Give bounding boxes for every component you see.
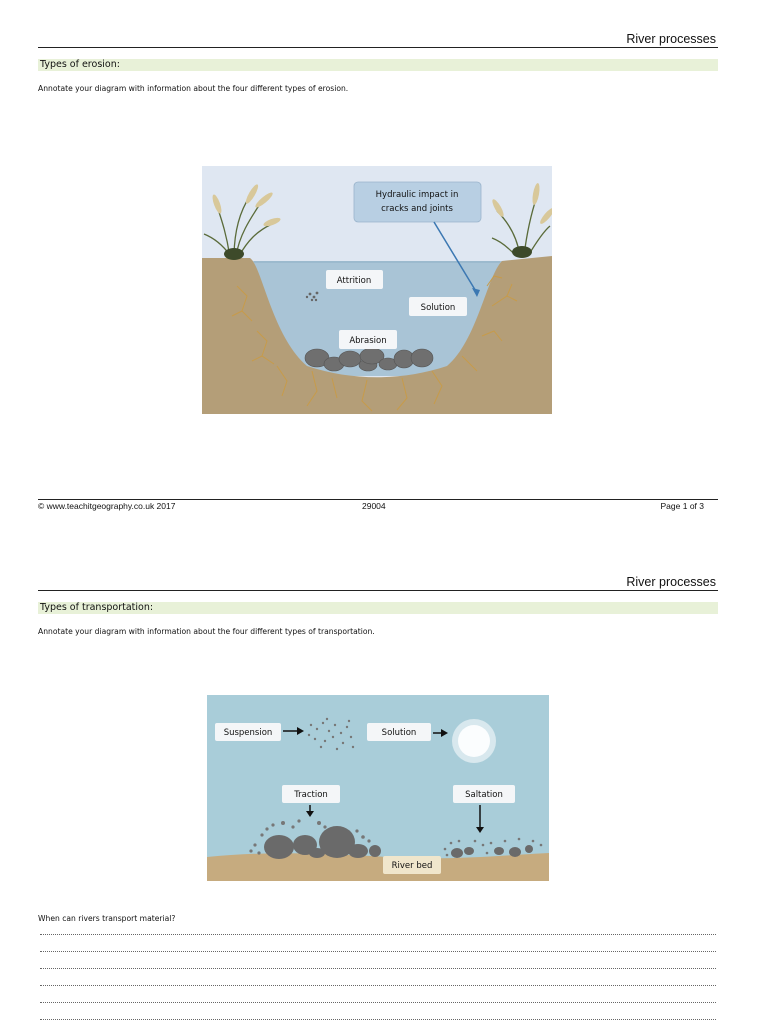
question-text: When can rivers transport material? — [38, 914, 176, 923]
footer-copyright: © www.teachitgeography.co.uk 2017 — [38, 501, 176, 511]
solution-label: Solution — [420, 303, 456, 313]
answer-line[interactable] — [40, 968, 716, 969]
header-rule — [38, 590, 718, 591]
traction-label: Traction — [294, 790, 328, 800]
answer-line[interactable] — [40, 951, 716, 952]
callout-line-1: Hydraulic impact in — [375, 190, 459, 200]
instruction-text: Annotate your diagram with information about the four different types of transportation. — [38, 627, 375, 636]
answer-line[interactable] — [40, 1019, 716, 1020]
solution-label: Solution — [381, 728, 417, 738]
footer-code: 29004 — [362, 501, 386, 511]
river-bed-label: River bed — [391, 861, 433, 871]
saltation-label: Saltation — [465, 790, 503, 800]
erosion-diagram — [202, 166, 552, 414]
answer-line[interactable] — [40, 934, 716, 935]
callout-line-2: cracks and joints — [381, 204, 453, 214]
answer-line[interactable] — [40, 1002, 716, 1003]
instruction-text: Annotate your diagram with information about the four different types of erosion. — [38, 84, 349, 93]
section-bar — [38, 59, 718, 71]
header-rule — [38, 47, 718, 48]
page-header-title: River processes — [626, 575, 716, 589]
footer-page-number: Page 1 of 3 — [660, 501, 704, 511]
answer-line[interactable] — [40, 985, 716, 986]
suspension-label: Suspension — [223, 728, 273, 738]
section-title: Types of erosion: — [40, 59, 120, 70]
footer-rule — [38, 499, 718, 500]
page-header-title: River processes — [626, 32, 716, 46]
hydraulic-callout-box — [354, 182, 481, 222]
transportation-diagram — [207, 695, 549, 881]
attrition-label: Attrition — [336, 276, 372, 286]
abrasion-label: Abrasion — [349, 336, 387, 346]
section-title: Types of transportation: — [40, 602, 154, 613]
